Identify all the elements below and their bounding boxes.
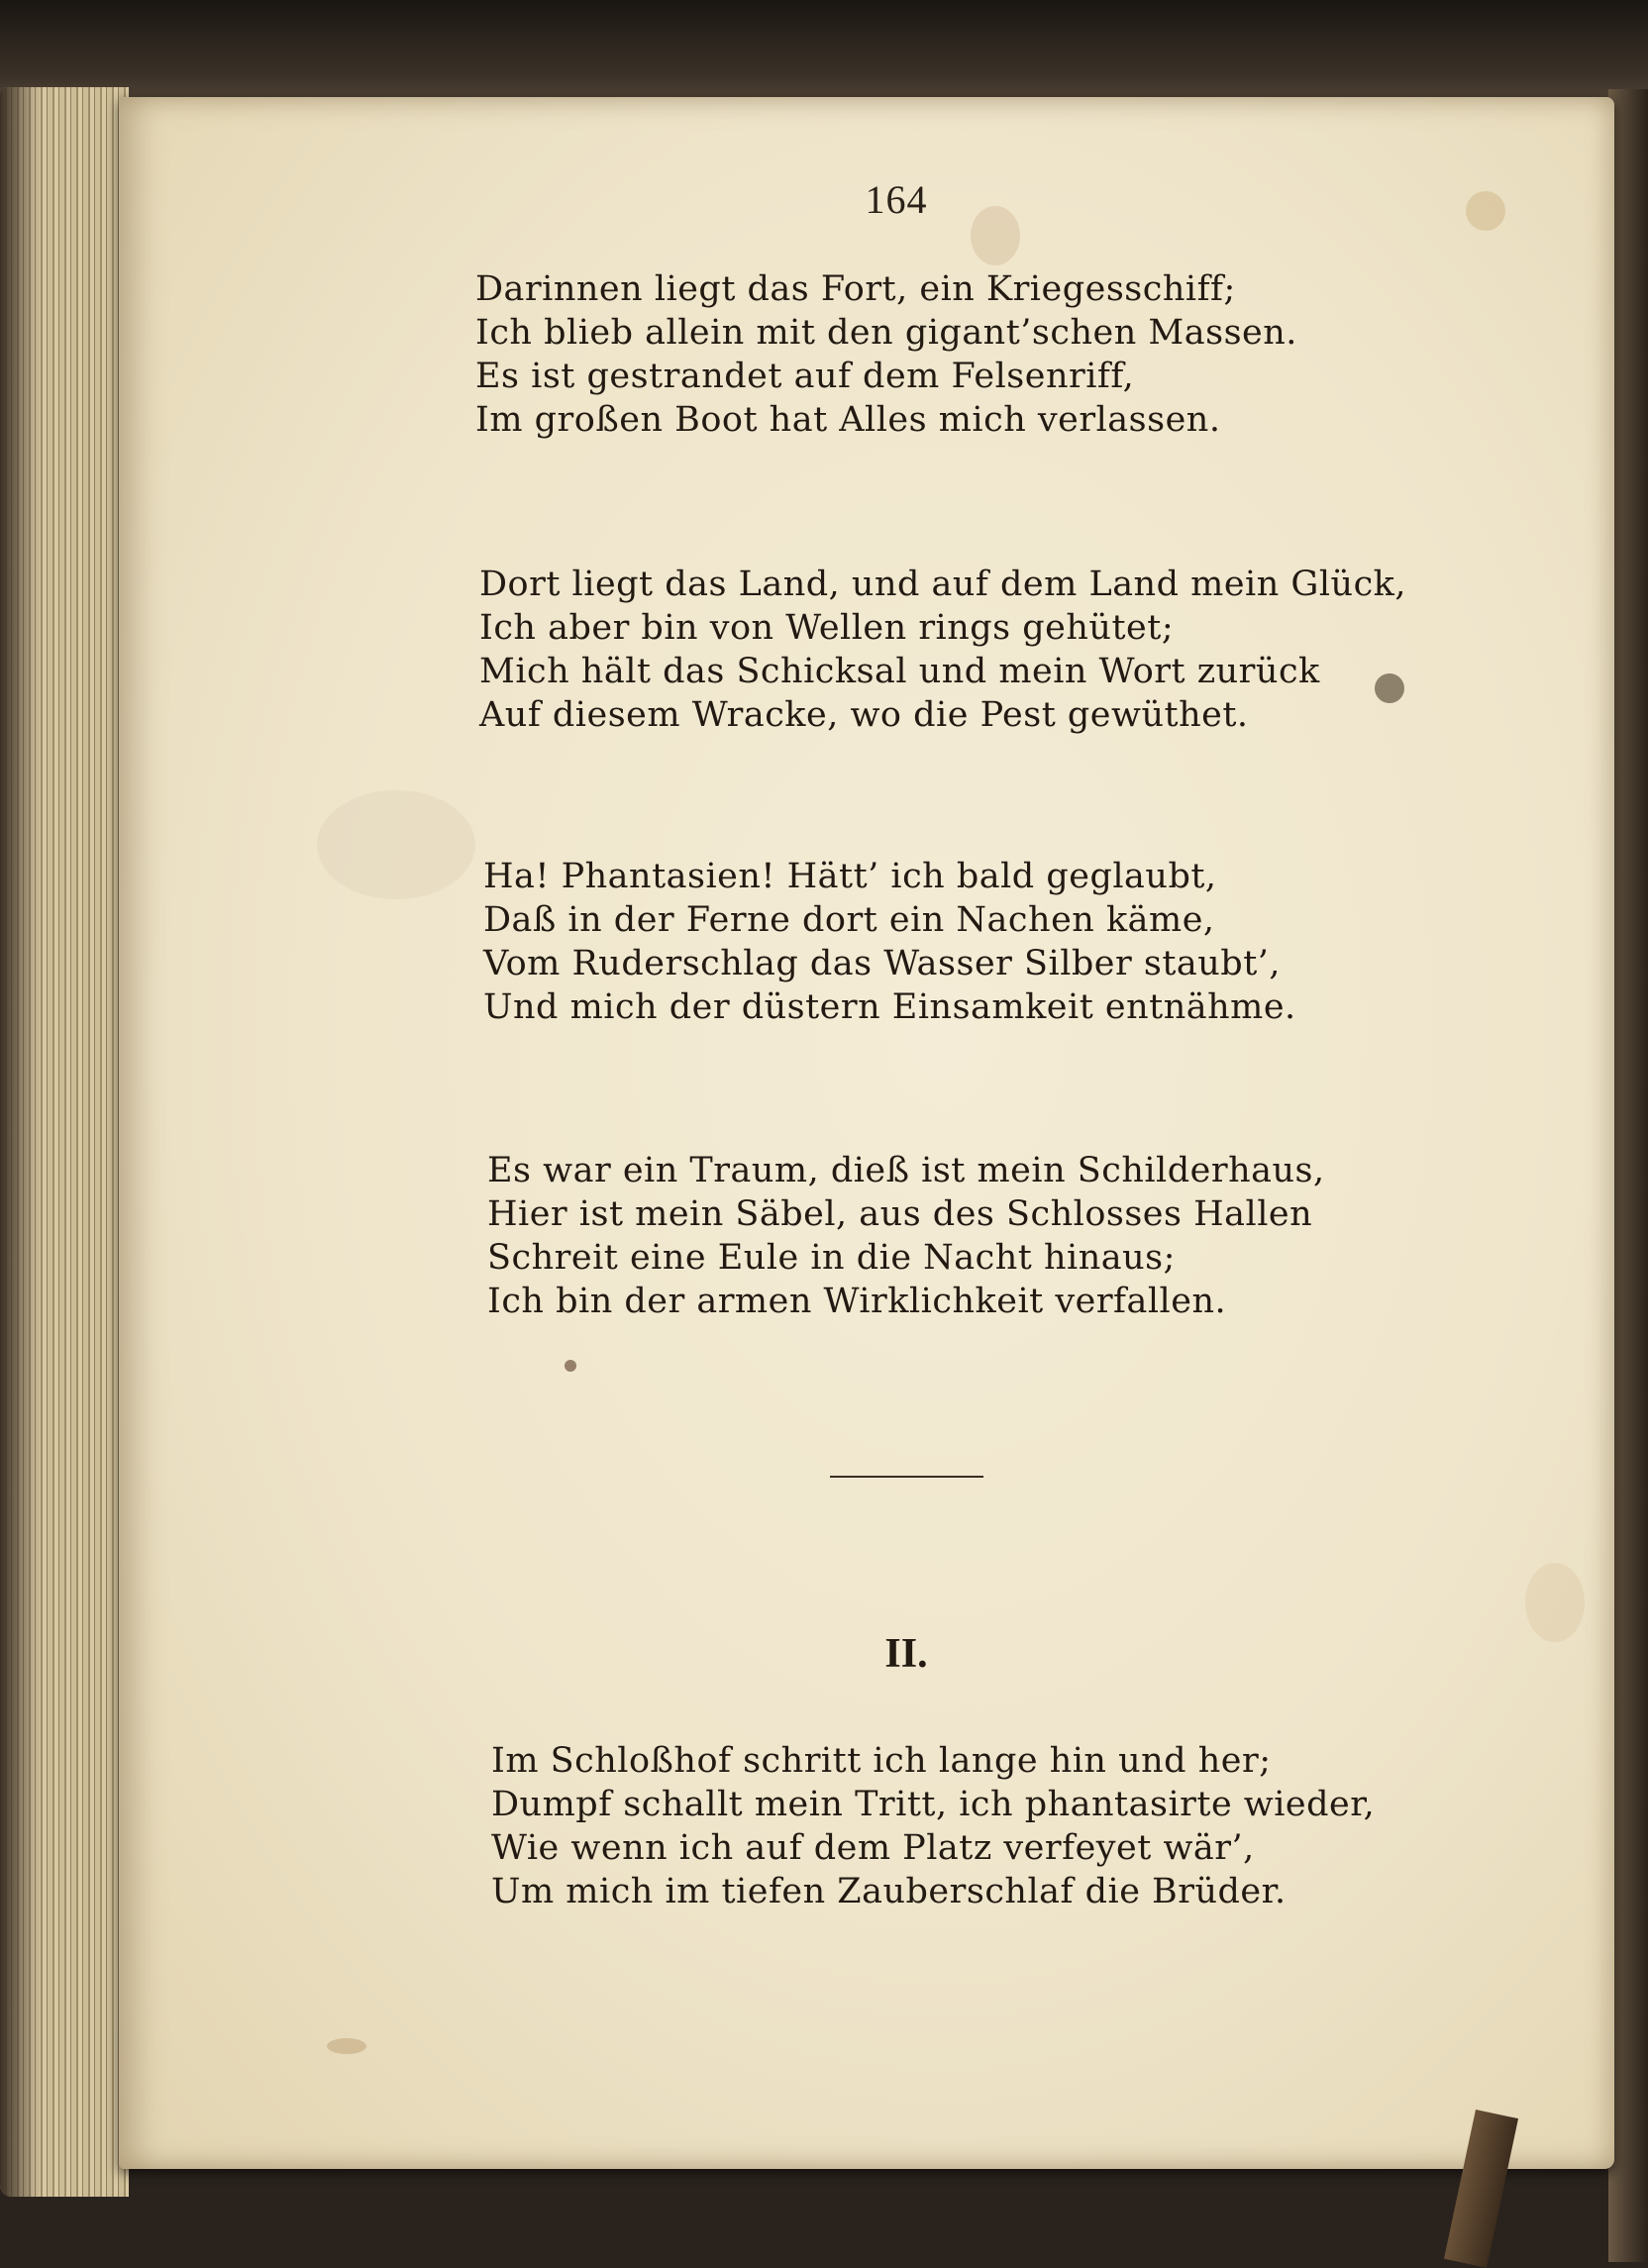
verse-line: Ha! Phantasien! Hätt’ ich bald geglaubt, xyxy=(483,857,1217,896)
page-edges-shadow xyxy=(0,87,40,2197)
verse-line: Es war ein Traum, dieß ist mein Schilderhaus, xyxy=(487,1151,1325,1190)
section-divider xyxy=(830,1476,983,1478)
stanza-4 xyxy=(487,1149,1325,1323)
stanza-1 xyxy=(475,267,1297,442)
verse-line: Hier ist mein Säbel, aus des Schlosses Hallen xyxy=(487,1194,1313,1234)
ink-spot xyxy=(565,1360,576,1372)
verse-line: Ich bin der armen Wirklichkeit verfallen. xyxy=(487,1282,1227,1321)
foxing-stain xyxy=(317,790,475,899)
foxing-stain xyxy=(327,2038,366,2054)
verse-line: Daß in der Ferne dort ein Nachen käme, xyxy=(483,900,1215,940)
verse-line: Wie wenn ich auf dem Platz verfeyet wär’, xyxy=(491,1828,1255,1868)
book-binding-top xyxy=(0,0,1648,109)
stanza-3 xyxy=(483,855,1296,1029)
verse-line: Im Schloßhof schritt ich lange hin und her; xyxy=(491,1741,1272,1781)
section-heading: II. xyxy=(884,1631,928,1677)
verse-line: Dumpf schallt mein Tritt, ich phantasirte wieder, xyxy=(491,1785,1376,1824)
verse-line: Darinnen liegt das Fort, ein Kriegesschiff; xyxy=(475,269,1236,309)
verse-line: Vom Ruderschlag das Wasser Silber staubt’, xyxy=(483,944,1282,983)
stanza-2 xyxy=(479,563,1406,737)
verse-line: Im großen Boot hat Alles mich verlassen. xyxy=(475,400,1221,440)
verse-line: Ich blieb allein mit den gigant’schen Massen. xyxy=(475,313,1297,353)
stanza-5 xyxy=(491,1739,1375,1913)
verse-line: Schreit eine Eule in die Nacht hinaus; xyxy=(487,1238,1176,1278)
verse-line: Um mich im tiefen Zauberschlaf die Brüder. xyxy=(491,1872,1287,1911)
verse-line: Es ist gestrandet auf dem Felsenriff, xyxy=(475,357,1135,396)
verse-line: Ich aber bin von Wellen rings gehütet; xyxy=(479,608,1175,648)
book-page xyxy=(119,97,1614,2169)
verse-line: Dort liegt das Land, und auf dem Land mein Glück, xyxy=(479,565,1407,604)
verse-line: Und mich der düstern Einsamkeit entnähme. xyxy=(483,987,1296,1027)
verse-line: Mich hält das Schicksal und mein Wort zurück xyxy=(479,652,1320,691)
verse-line: Auf diesem Wracke, wo die Pest gewüthet. xyxy=(479,695,1249,735)
page-number: 164 xyxy=(865,177,928,222)
book-binding-right xyxy=(1608,89,1648,2262)
